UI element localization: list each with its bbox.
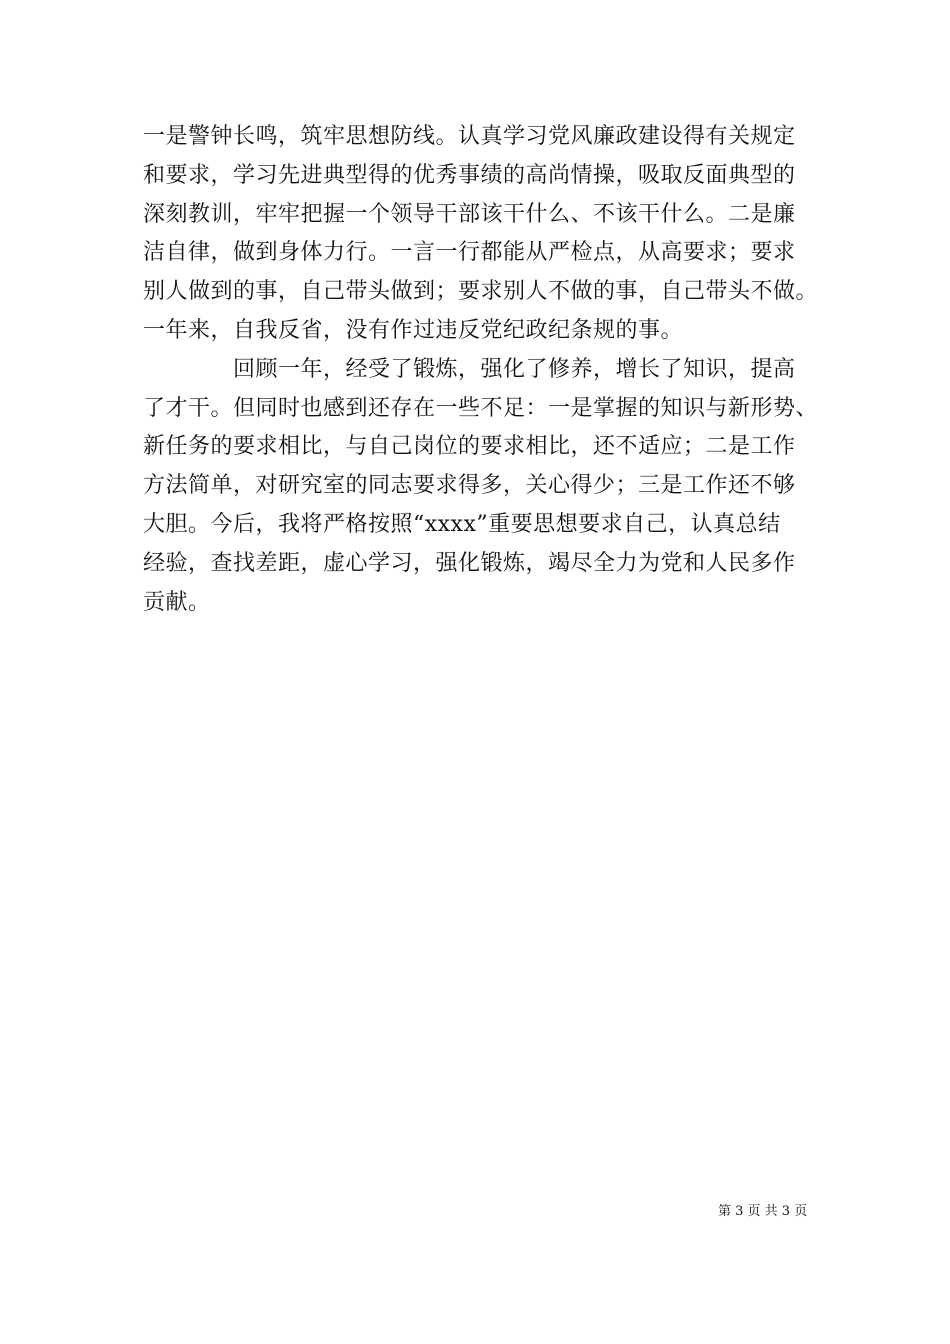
- body-text: [143, 118, 823, 622]
- text-line: 和要求，学习先进典型得的优秀事绩的高尚情操，吸取反面典型的: [143, 162, 796, 188]
- text-line: 了才干。但同时也感到还存在一些不足：一是掌握的知识与新形势、: [143, 395, 819, 421]
- text-line: 方法简单，对研究室的同志要求得多，关心得少；三是工作还不够: [143, 473, 796, 499]
- text-line: 一年来，自我反省，没有作过违反党纪政纪条规的事。: [143, 317, 684, 343]
- text-line: 洁自律，做到身体力行。一言一行都能从严检点，从高要求；要求: [143, 240, 796, 266]
- page-number-footer: 第 3 页 共 3 页: [718, 1204, 808, 1219]
- text-line: 大胆。今后，我将严格按照“xxxx”重要思想要求自己，认真总结: [143, 511, 781, 537]
- text-line: 回顾一年，经受了锻炼，强化了修养，增长了知识，提高: [143, 356, 796, 382]
- text-line: 深刻教训，牢牢把握一个领导干部该干什么、不该干什么。二是廉: [143, 201, 796, 227]
- text-line: 一是警钟长鸣，筑牢思想防线。认真学习党风廉政建设得有关规定: [143, 124, 796, 149]
- text-line: 经验，查找差距，虚心学习，强化锻炼，竭尽全力为党和人民多作: [143, 550, 796, 576]
- text-line: 新任务的要求相比，与自己岗位的要求相比，还不适应；二是工作: [143, 434, 796, 460]
- text-line: 贡献。: [143, 589, 211, 615]
- text-line: 别人做到的事，自己带头做到；要求别人不做的事，自己带头不做。: [143, 279, 819, 305]
